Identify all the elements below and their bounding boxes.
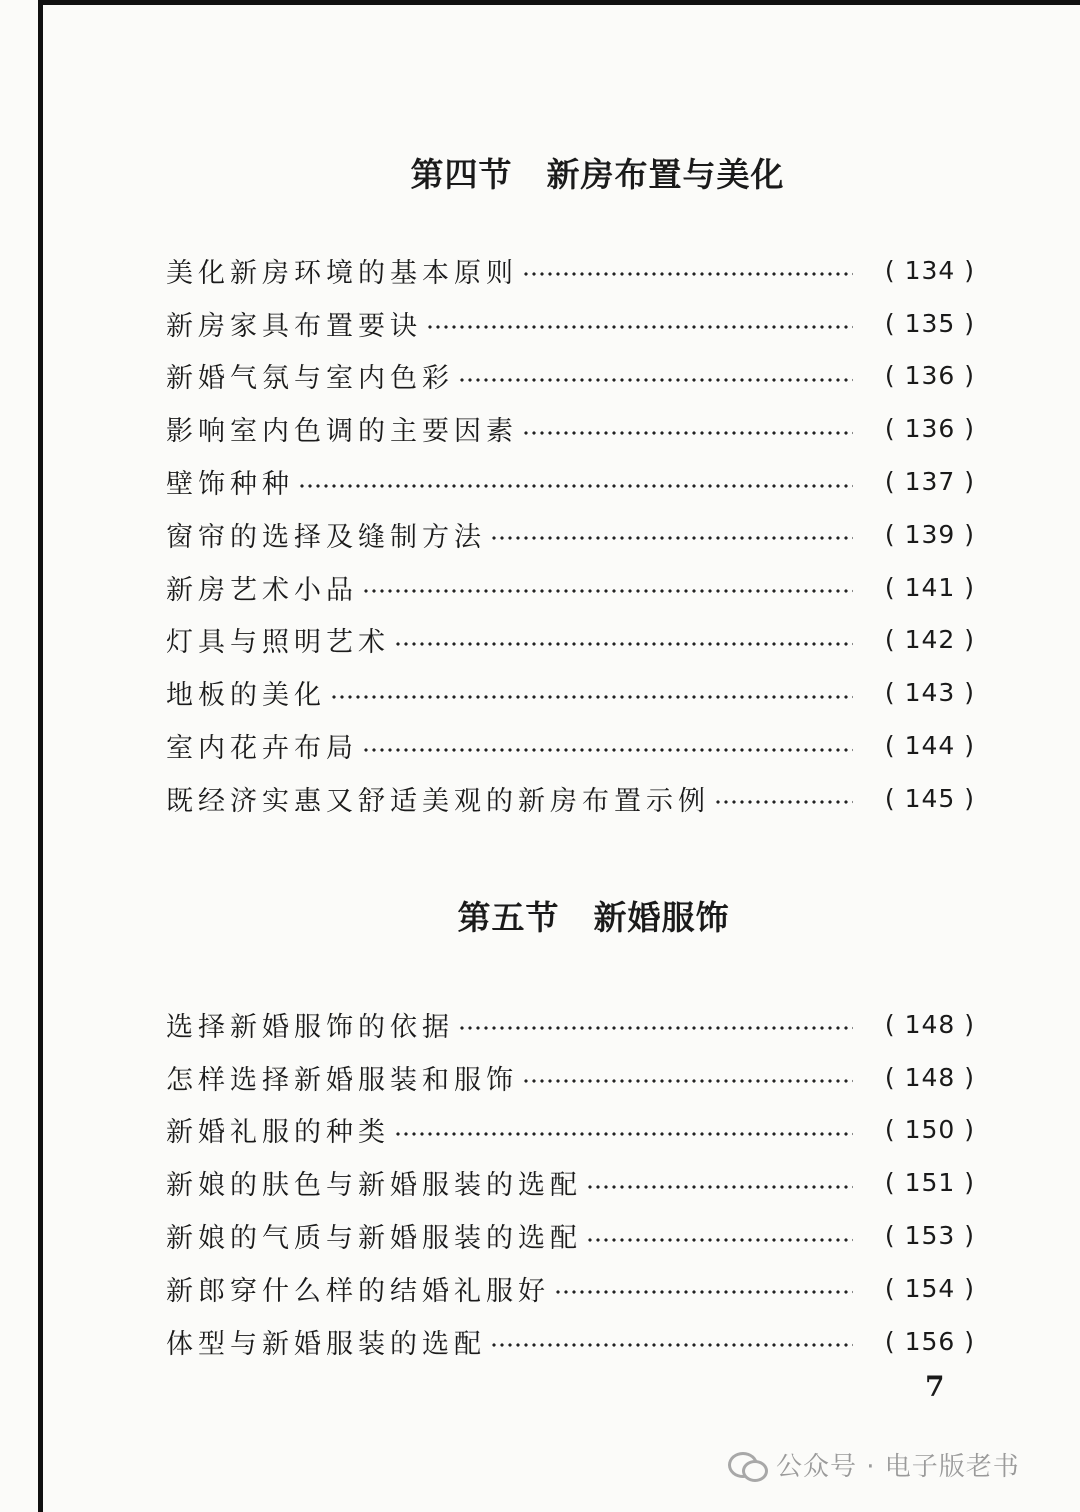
dot-leader [426, 324, 853, 330]
toc-list [160, 998, 975, 1368]
toc-entry[interactable] [160, 297, 975, 350]
toc-entry[interactable] [160, 350, 975, 403]
toc-entry-page: ( 136 ) [884, 414, 975, 444]
toc-entry-title: 美化新房环境的基本原则 [166, 257, 518, 289]
toc-entry-page: ( 139 ) [884, 519, 975, 549]
toc-entry-title: 新郎穿什么样的结婚礼服好 [166, 1275, 550, 1307]
toc-entry-title: 体型与新婚服装的选配 [166, 1328, 486, 1360]
section-5 [160, 893, 975, 1368]
section-heading [220, 150, 975, 200]
toc-entry[interactable] [160, 508, 975, 561]
dot-leader [586, 1237, 853, 1243]
toc-entry[interactable] [160, 1104, 975, 1157]
section-title: 新房布置与美化 [546, 155, 785, 194]
toc-entry-page: ( 156 ) [884, 1326, 975, 1356]
dot-leader [362, 588, 853, 594]
toc-entry-title: 新娘的气质与新婚服装的选配 [166, 1223, 582, 1255]
toc-entry-page: ( 151 ) [884, 1168, 975, 1198]
toc-entry[interactable] [160, 1315, 975, 1368]
section-title: 新婚服饰 [593, 898, 730, 937]
toc-entry[interactable] [160, 402, 975, 455]
toc-entry-title: 新婚气氛与室内色彩 [166, 363, 454, 395]
toc-entry-page: ( 148 ) [884, 1062, 975, 1092]
page-edge-left [38, 0, 43, 1512]
watermark-text: 公众号 · 电子版老书 [776, 1452, 1020, 1482]
dot-leader [714, 799, 853, 805]
toc-entry-page: ( 136 ) [884, 361, 975, 391]
dot-leader [298, 483, 853, 489]
toc-entry-title: 影响室内色调的主要因素 [166, 416, 518, 448]
toc-entry-title: 新房家具布置要诀 [166, 310, 422, 342]
section-4 [160, 150, 975, 825]
dot-leader [394, 1131, 853, 1137]
dot-leader [522, 1078, 853, 1084]
toc-entry-title: 既经济实惠又舒适美观的新房布置示例 [166, 785, 710, 817]
toc-entry-title: 选择新婚服饰的依据 [166, 1011, 454, 1043]
dot-leader [522, 430, 853, 436]
toc-entry[interactable] [160, 614, 975, 667]
toc-entry[interactable] [160, 998, 975, 1051]
toc-entry[interactable] [160, 1156, 975, 1209]
watermark [728, 1446, 1020, 1483]
toc-entry-title: 室内花卉布局 [166, 733, 358, 765]
toc-entry[interactable] [160, 561, 975, 614]
toc-entry-page: ( 143 ) [884, 678, 975, 708]
toc-entry[interactable] [160, 1209, 975, 1262]
section-number: 第四节 [410, 155, 513, 194]
toc-list [160, 244, 975, 825]
section-number: 第五节 [457, 898, 560, 937]
toc-entry-page: ( 150 ) [884, 1115, 975, 1145]
toc-entry-title: 新房艺术小品 [166, 574, 358, 606]
toc-entry-page: ( 148 ) [884, 1009, 975, 1039]
toc-entry-page: ( 154 ) [884, 1273, 975, 1303]
toc-entry-page: ( 145 ) [884, 783, 975, 813]
toc-entry[interactable] [160, 1051, 975, 1104]
toc-entry-page: ( 141 ) [884, 572, 975, 602]
toc-entry-page: ( 135 ) [884, 308, 975, 338]
dot-leader [362, 747, 853, 753]
toc-entry[interactable] [160, 772, 975, 825]
toc-entry-title: 新婚礼服的种类 [166, 1117, 390, 1149]
toc-entry-title: 新娘的肤色与新婚服装的选配 [166, 1170, 582, 1202]
dot-leader [458, 377, 853, 383]
toc-entry-title: 窗帘的选择及缝制方法 [166, 521, 486, 553]
dot-leader [490, 1342, 853, 1348]
dot-leader [330, 694, 853, 700]
toc-entry[interactable] [160, 1262, 975, 1315]
dot-leader [586, 1184, 853, 1190]
dot-leader [554, 1289, 853, 1295]
toc-entry-page: ( 153 ) [884, 1221, 975, 1251]
dot-leader [458, 1025, 853, 1031]
section-heading [212, 893, 975, 943]
page-number: 7 [925, 1370, 945, 1403]
toc-entry-page: ( 137 ) [884, 467, 975, 497]
wechat-icon [728, 1450, 766, 1480]
toc-entry[interactable] [160, 666, 975, 719]
toc-entry-title: 灯具与照明艺术 [166, 627, 390, 659]
dot-leader [490, 535, 853, 541]
page-edge-top [38, 0, 1080, 5]
toc-entry-page: ( 142 ) [884, 625, 975, 655]
toc-entry-page: ( 144 ) [884, 731, 975, 761]
toc-entry-title: 壁饰种种 [166, 469, 294, 501]
toc-entry[interactable] [160, 244, 975, 297]
dot-leader [522, 271, 853, 277]
toc-entry-page: ( 134 ) [884, 255, 975, 285]
dot-leader [394, 641, 853, 647]
toc-entry[interactable] [160, 455, 975, 508]
toc-entry-title: 怎样选择新婚服装和服饰 [166, 1064, 518, 1096]
toc-entry-title: 地板的美化 [166, 680, 326, 712]
toc-entry[interactable] [160, 719, 975, 772]
